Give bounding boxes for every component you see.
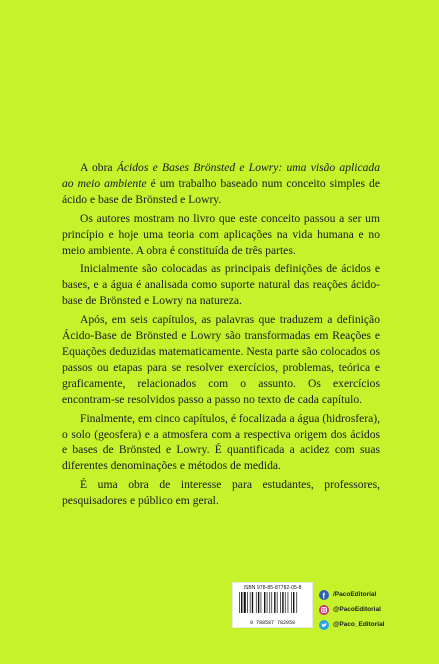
social-twitter[interactable] (319, 617, 385, 632)
svg-text:f: f (322, 590, 326, 600)
twitter-icon (319, 620, 329, 630)
isbn-label: ISBN 978-85-87782-05-8 (243, 585, 302, 591)
back-cover-blurb (62, 160, 380, 512)
blurb-p1-intro: A obra (80, 161, 117, 174)
barcode-icon (238, 592, 307, 619)
blurb-paragraph-5: Finalmente, em cinco capítulos, é focalizada a água (hidrosfera), o solo (geosfera) e a atmosfera com a respectiva origem dos ácidos e bases de Brönsted e Lowry. É quantificada a acidez com suas diferentes denominações e métodos de medida. (62, 411, 380, 473)
facebook-handle: /PacoEditorial (333, 591, 377, 598)
instagram-handle: @PacoEditorial (333, 606, 381, 613)
blurb-p1-rest: é um trabalho baseado num conceito simples de ácido e base de Brönsted e Lowry. (62, 176, 380, 206)
barcode-digits: 9 788587 782058 (249, 620, 295, 626)
book-title-italic: Ácidos e Bases Brönsted e Lowry: uma visão aplicada ao meio ambiente (62, 161, 380, 190)
blurb-paragraph-1 (62, 160, 380, 208)
facebook-icon (319, 590, 329, 600)
social-instagram[interactable] (319, 602, 385, 617)
isbn-barcode-box (232, 582, 313, 628)
instagram-icon (319, 605, 329, 615)
social-links (319, 587, 385, 632)
twitter-handle: @Paco_Editorial (333, 621, 385, 628)
blurb-paragraph-6: É uma obra de interesse para estudantes, professores, pesquisadores e público em geral. (62, 478, 380, 508)
blurb-paragraph-2: Os autores mostram no livro que este conceito passou a ser um princípio e hoje uma teoria com aplicações na vida humana e no meio ambiente. A obra é constituída de três partes. (62, 211, 380, 257)
blurb-paragraph-4: Após, em seis capítulos, as palavras que traduzem a definição Ácido-Base de Brönsted e Lowry são transformadas em Reações e Equações deduzidas matematicamente. Nesta parte são colocados os passos ou etapas para se resolver exercícios, problemas, teórica e graficamente, relacionados com o assunto. Os exercícios encontram-se resolvidos passo a passo no texto de cada capítulo. (62, 313, 380, 406)
social-facebook[interactable] (319, 587, 385, 602)
blurb-paragraph-3: Inicialmente são colocadas as principais definições de ácidos e bases, e a água é analisada como suporte natural das reações ácido-base de Brönsted e Lowry na natureza. (62, 262, 380, 308)
